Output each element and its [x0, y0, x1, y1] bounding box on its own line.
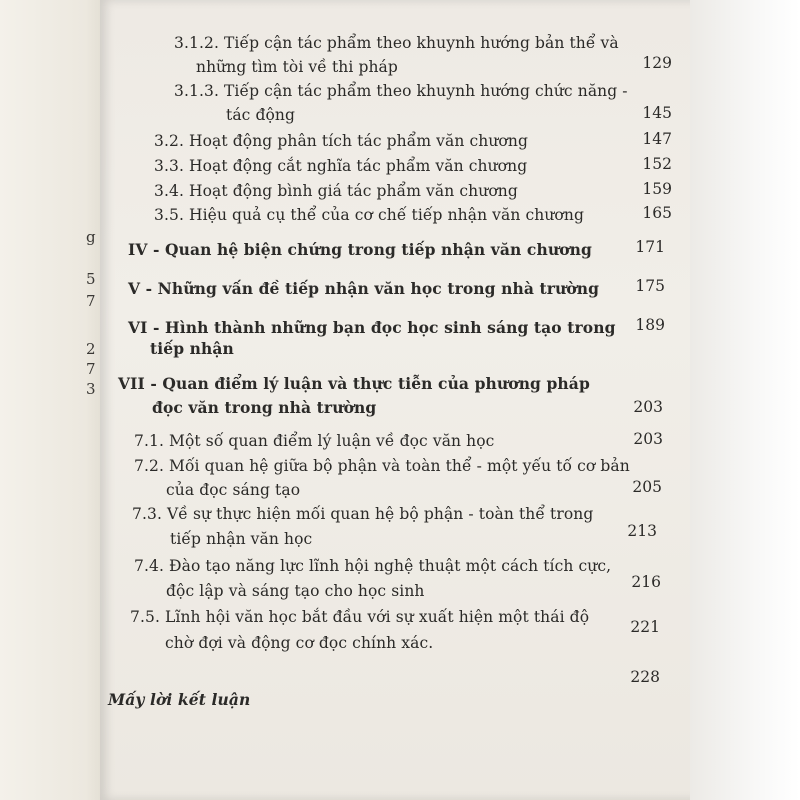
- left-fragment: 7: [86, 292, 96, 310]
- toc-conclusion-text: Mấy lời kết luận: [108, 690, 251, 709]
- toc-section-text: V - Những vấn đề tiếp nhận văn học trong nhà trường: [128, 279, 600, 298]
- left-fragment: 5: [86, 270, 96, 288]
- toc-page-number: 189: [635, 316, 665, 334]
- toc-page-number: 145: [642, 104, 672, 122]
- toc-page-number: 129: [642, 54, 672, 72]
- toc-entry-text: 7.2. Mối quan hệ giữa bộ phận và toàn thể - một yếu tố cơ bản: [134, 457, 630, 475]
- toc-page-number: 159: [642, 180, 672, 198]
- toc-entry-text: độc lập và sáng tạo cho học sinh: [166, 582, 425, 600]
- toc-section-text: tiếp nhận: [150, 339, 234, 358]
- toc-section-text: IV - Quan hệ biện chứng trong tiếp nhận văn chương: [128, 240, 592, 259]
- toc-page-number: 147: [642, 130, 672, 148]
- toc-page-number: 171: [635, 238, 665, 256]
- toc-entry-text: tiếp nhận văn học: [170, 530, 313, 548]
- toc-entry-text: 3.2. Hoạt động phân tích tác phẩm văn chương: [154, 132, 528, 150]
- toc-section-text: đọc văn trong nhà trường: [152, 398, 377, 417]
- toc-page-number: 175: [635, 277, 665, 295]
- toc-entry-text: 7.3. Về sự thực hiện mối quan hệ bộ phận - toàn thể trong: [132, 505, 594, 523]
- toc-entry-text: 7.5. Lĩnh hội văn học bắt đầu với sự xuất hiện một thái độ: [130, 608, 590, 626]
- toc-page-number: 221: [630, 618, 660, 636]
- toc-section-text: VII - Quan điểm lý luận và thực tiễn của phương pháp: [118, 374, 590, 393]
- toc-page-number: 213: [627, 522, 657, 540]
- toc-entry-text: chờ đợi và động cơ đọc chính xác.: [165, 634, 434, 652]
- left-fragment: 2: [86, 340, 96, 358]
- toc-page-number: 152: [642, 155, 672, 173]
- left-fragment: g: [86, 228, 96, 246]
- toc-page-number: 203: [633, 430, 663, 448]
- toc-page-number: 216: [631, 573, 661, 591]
- toc-entry-text: 3.1.3. Tiếp cận tác phẩm theo khuynh hướng chức năng -: [174, 82, 628, 100]
- toc-page-number: 205: [632, 478, 662, 496]
- toc-entry-text: tác động: [226, 106, 296, 124]
- toc-entry-text: 3.4. Hoạt động bình giá tác phẩm văn chương: [154, 182, 518, 200]
- toc-page-number: 165: [642, 204, 672, 222]
- left-fragment: 7: [86, 360, 96, 378]
- toc-section-text: VI - Hình thành những bạn đọc học sinh sáng tạo trong: [128, 318, 616, 337]
- toc-entry-text: những tìm tòi về thi pháp: [196, 58, 398, 76]
- toc-entry-text: 7.4. Đào tạo năng lực lĩnh hội nghệ thuật một cách tích cực,: [134, 557, 612, 575]
- left-fragment: 3: [86, 380, 96, 398]
- toc-entry-text: 7.1. Một số quan điểm lý luận về đọc văn học: [134, 432, 495, 450]
- page-background-right: [690, 0, 800, 800]
- toc-page-number: 228: [630, 668, 660, 686]
- toc-entry-text: của đọc sáng tạo: [166, 481, 301, 499]
- toc-page-number: 203: [633, 398, 663, 416]
- toc-entry-text: 3.3. Hoạt động cắt nghĩa tác phẩm văn chương: [154, 157, 528, 175]
- toc-entry-text: 3.5. Hiệu quả cụ thể của cơ chế tiếp nhận văn chương: [154, 206, 584, 224]
- toc-entry-text: 3.1.2. Tiếp cận tác phẩm theo khuynh hướng bản thể và: [174, 34, 619, 52]
